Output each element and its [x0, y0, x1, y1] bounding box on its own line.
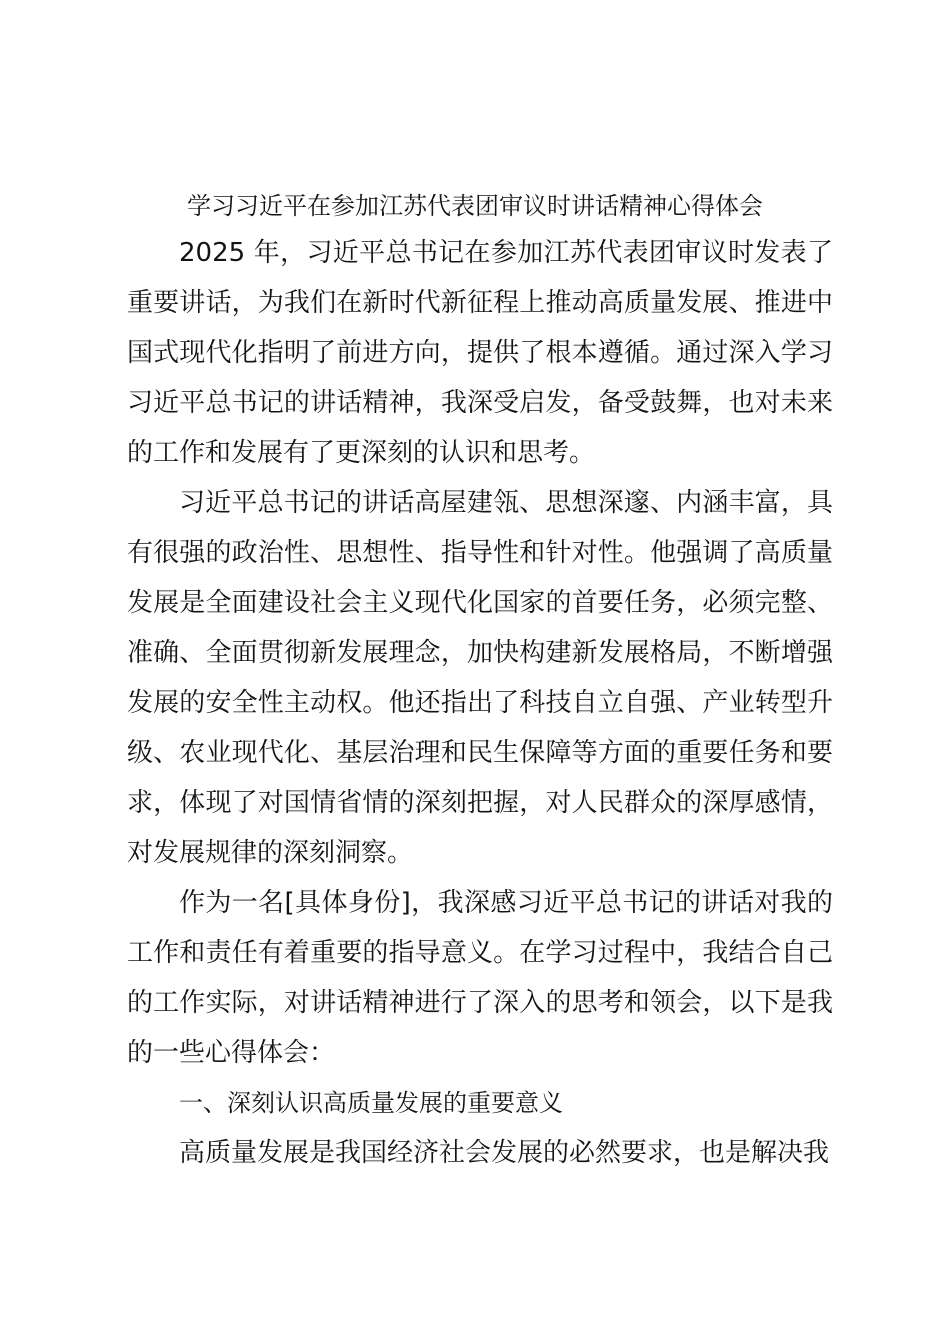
paragraph-speech-summary: 习近平总书记的讲话高屋建瓴、思想深邃、内涵丰富，具有很强的政治性、思想性、指导性和针对性。他强调了高质量发展是全面建设社会主义现代化国家的首要任务，必须完整、准确、全面贯彻新发展理念，加快构建新发展格局，不断增强发展的安全性主动权。他还指出了科技自立自强、产业转型升级、农业现代化、基层治理和民生保障等方面的重要任务和要求，体现了对国情省情的深刻把握，对人民群众的深厚感情，对发展规律的深刻洞察。: [127, 488, 833, 868]
document-body: [127, 228, 833, 1178]
paragraph-intro: 2025 年，习近平总书记在参加江苏代表团审议时发表了重要讲话，为我们在新时代新征程上推动高质量发展、推进中国式现代化指明了前进方向，提供了根本遵循。通过深入学习习近平总书记的讲话精神，我深受启发，备受鼓舞，也对未来的工作和发展有了更深刻的认识和思考。: [127, 238, 833, 468]
document-title: 学习习近平在参加江苏代表团审议时讲话精神心得体会: [187, 192, 763, 220]
paragraph-section-one: 高质量发展是我国经济社会发展的必然要求，也是解决我: [179, 1138, 830, 1168]
paragraph-personal-reflection: 作为一名[具体身份]，我深感习近平总书记的讲话对我的工作和责任有着重要的指导意义。在学习过程中，我结合自己的工作实际，对讲话精神进行了深入的思考和领会，以下是我的一些心得体会：: [127, 888, 833, 1068]
section-heading: 一、深刻认识高质量发展的重要意义: [179, 1089, 563, 1117]
